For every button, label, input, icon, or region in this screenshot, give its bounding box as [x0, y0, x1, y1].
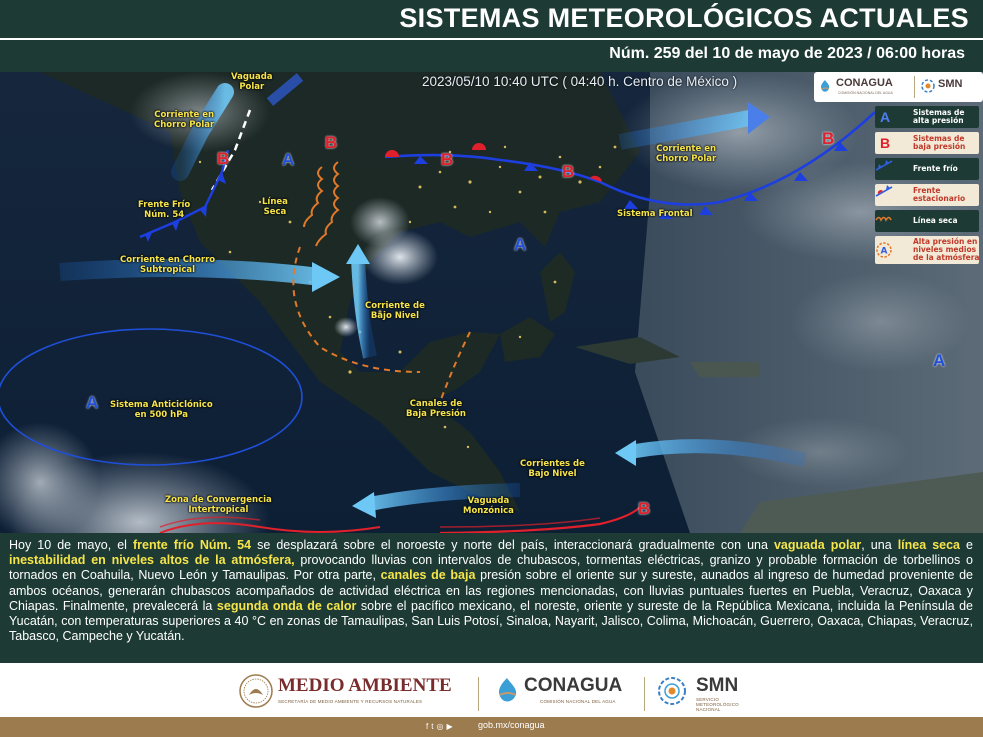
legend-item-high-pressure: [875, 106, 979, 128]
subtitle-bar: [0, 38, 983, 72]
label-itcz: Zona de Convergencia Intertropical: [165, 495, 272, 515]
legend-label: Frente estacionario: [913, 186, 966, 203]
desc-highlight-cold-front: frente frío Núm. 54: [132, 538, 252, 552]
label-anticyclone: Sistema Anticiclónico en 500 hPa: [110, 400, 213, 420]
desc-highlight-instability: inestabilidad en niveles altos de la atmósfera,: [9, 553, 295, 568]
youtube-icon[interactable]: ▶: [446, 722, 456, 731]
legend-label: Alta presión en niveles medios de la atmósfera: [913, 237, 980, 262]
logo-separator: [914, 76, 915, 98]
high-pressure-center-3: A: [86, 393, 99, 412]
footer-url-link[interactable]: gob.mx/conagua: [478, 720, 545, 730]
footer-separator-1: [478, 677, 479, 711]
agency-logos: [814, 72, 983, 102]
desc-text: , una: [861, 538, 898, 552]
legend-label: Frente frío: [913, 164, 958, 173]
smn-footer-subtext: SERVICIO METEOROLÓGICO NACIONAL: [696, 697, 739, 712]
label-low-pressure-channels: Canales de Baja Presión: [406, 399, 466, 419]
label-low-level-jet-north: Corriente de Bajo Nivel: [365, 301, 425, 321]
conagua-logo-text: CONAGUA: [836, 77, 893, 89]
footer-bar: [0, 717, 983, 737]
weather-map: [0, 72, 983, 533]
desc-text: e: [960, 538, 973, 552]
legend-item-cold-front: [875, 158, 979, 180]
desc-text: sobre el pacífico mexicano, el noreste, oriente y sureste de la República Mexicana, incluida la Península de Yucatán, con temperaturas superiores a 40 °C en zonas de Tamaulipas, San Luis Potosí, Sinaloa, Nayarit, Jalisco, Colima, Michoacán, Guerrero, Oaxaca, Chiapas, Veracruz, Tabasco, Campeche y Yucatán.: [9, 598, 974, 644]
conagua-logo-subtext: COMISIÓN NACIONAL DEL AGUA: [838, 91, 893, 95]
high-pressure-center-2: A: [514, 235, 527, 254]
satellite-timestamp: 2023/05/10 10:40 UTC ( 04:40 h. Centro de México ): [422, 74, 738, 89]
desc-text: provocando lluvias con intervalos de chubascos, tormentas eléctricas, granizo y probable formación de torbellinos o tornados en Coahuila, Nuevo León y Tamaulipas. Por otra parte,: [9, 553, 974, 583]
legend-item-stationary-front: [875, 184, 979, 206]
label-cold-front: Frente Frío Núm. 54: [138, 200, 191, 220]
smn-footer-text: SMN: [696, 675, 739, 696]
low-pressure-center-6: B: [638, 499, 651, 518]
conagua-footer-subtext: COMISIÓN NACIONAL DEL AGUA: [540, 699, 616, 704]
high-pressure-center-4: A: [933, 351, 946, 370]
medio-ambiente-logo-subtext: SECRETARÍA DE MEDIO AMBIENTE Y RECURSOS NATURALES: [278, 699, 423, 704]
facebook-icon[interactable]: f: [426, 722, 432, 731]
conagua-footer-icon: [494, 676, 520, 706]
legend-item-mid-level-high: [875, 236, 979, 264]
desc-highlight-heat-wave: segunda onda de calor: [216, 598, 357, 613]
page-title: SISTEMAS METEOROLÓGICOS ACTUALES: [399, 3, 969, 33]
label-polar-jet-east: Corriente en Chorro Polar: [656, 144, 717, 164]
title-bar: [0, 0, 983, 38]
legend-label: Sistemas de baja presión: [913, 134, 966, 151]
desc-text: Hoy 10 de mayo, el: [9, 538, 133, 552]
low-pressure-center-1: B: [217, 149, 230, 168]
footer-separator-2: [644, 677, 645, 711]
instagram-icon[interactable]: ◎: [436, 722, 447, 731]
smn-logo-text: SMN: [938, 78, 963, 90]
low-pressure-center-5: B: [822, 129, 835, 148]
smn-footer-icon: [656, 675, 688, 707]
legend-item-dry-line: [875, 210, 979, 232]
conagua-logo-icon: [818, 79, 832, 93]
label-dry-line: Línea Seca: [262, 197, 288, 217]
desc-text: se desplazará sobre el noroeste y norte del país, interaccionará gradualmente con una: [251, 538, 774, 552]
forecast-description: [0, 533, 983, 663]
low-pressure-center-3: B: [441, 150, 454, 169]
legend-label: Línea seca: [913, 216, 958, 225]
high-pressure-icon: A: [880, 109, 891, 125]
label-monsoon-trough: Vaguada Monzónica: [463, 496, 514, 516]
label-vaguada-polar: Vaguada Polar: [231, 72, 273, 92]
high-pressure-center-1: A: [282, 150, 295, 169]
hispaniola-land: [690, 362, 760, 377]
desc-text: presión sobre el oriente sur y sureste, aunados al ingreso de humedad proveniente de ambos océanos, generarán chubascos acompañados de actividad eléctrica en las regiones mencionadas, con lluvias puntuales fuertes en Puebla, Veracruz, Oaxaca y Chiapas. Finalmente, prevalecerá la: [9, 568, 974, 613]
desc-highlight-polar-trough: vaguada polar: [773, 538, 862, 552]
desc-highlight-low-channels: canales de baja: [380, 568, 476, 583]
low-pressure-center-4: B: [562, 162, 575, 181]
stationary-front-icon: [875, 184, 893, 198]
mexico-seal-icon: [238, 673, 274, 709]
label-subtropical-jet: Corriente en Chorro Subtropical: [120, 255, 216, 275]
map-canvas: [0, 72, 983, 533]
smn-logo-icon: [920, 78, 936, 94]
map-legend: [873, 104, 983, 268]
mid-level-high-icon: [875, 241, 893, 259]
bulletin-number: Núm. 259 del 10 de mayo de 2023 / 06:00 horas: [609, 45, 965, 62]
legend-item-low-pressure: [875, 132, 979, 154]
dry-line-icon: [875, 210, 893, 224]
svg-text:A: A: [880, 246, 888, 257]
low-pressure-icon: B: [880, 135, 891, 151]
desc-highlight-dry-line: línea seca: [897, 538, 961, 552]
header: [0, 0, 983, 72]
cold-front-icon: [875, 158, 893, 172]
label-frontal-system: Sistema Frontal: [617, 209, 693, 219]
conagua-footer-text: CONAGUA: [524, 675, 623, 696]
social-icons[interactable]: [426, 722, 456, 731]
label-low-level-jets-south: Corrientes de Bajo Nivel: [520, 459, 585, 479]
low-pressure-center-2: B: [325, 133, 338, 152]
medio-ambiente-logo-text: MEDIO AMBIENTE: [278, 675, 452, 696]
twitter-icon[interactable]: t: [431, 722, 437, 731]
footer: [0, 663, 983, 737]
legend-label: Sistemas de alta presión: [913, 108, 965, 125]
label-polar-jet-west: Corriente en Chorro Polar: [154, 110, 215, 130]
